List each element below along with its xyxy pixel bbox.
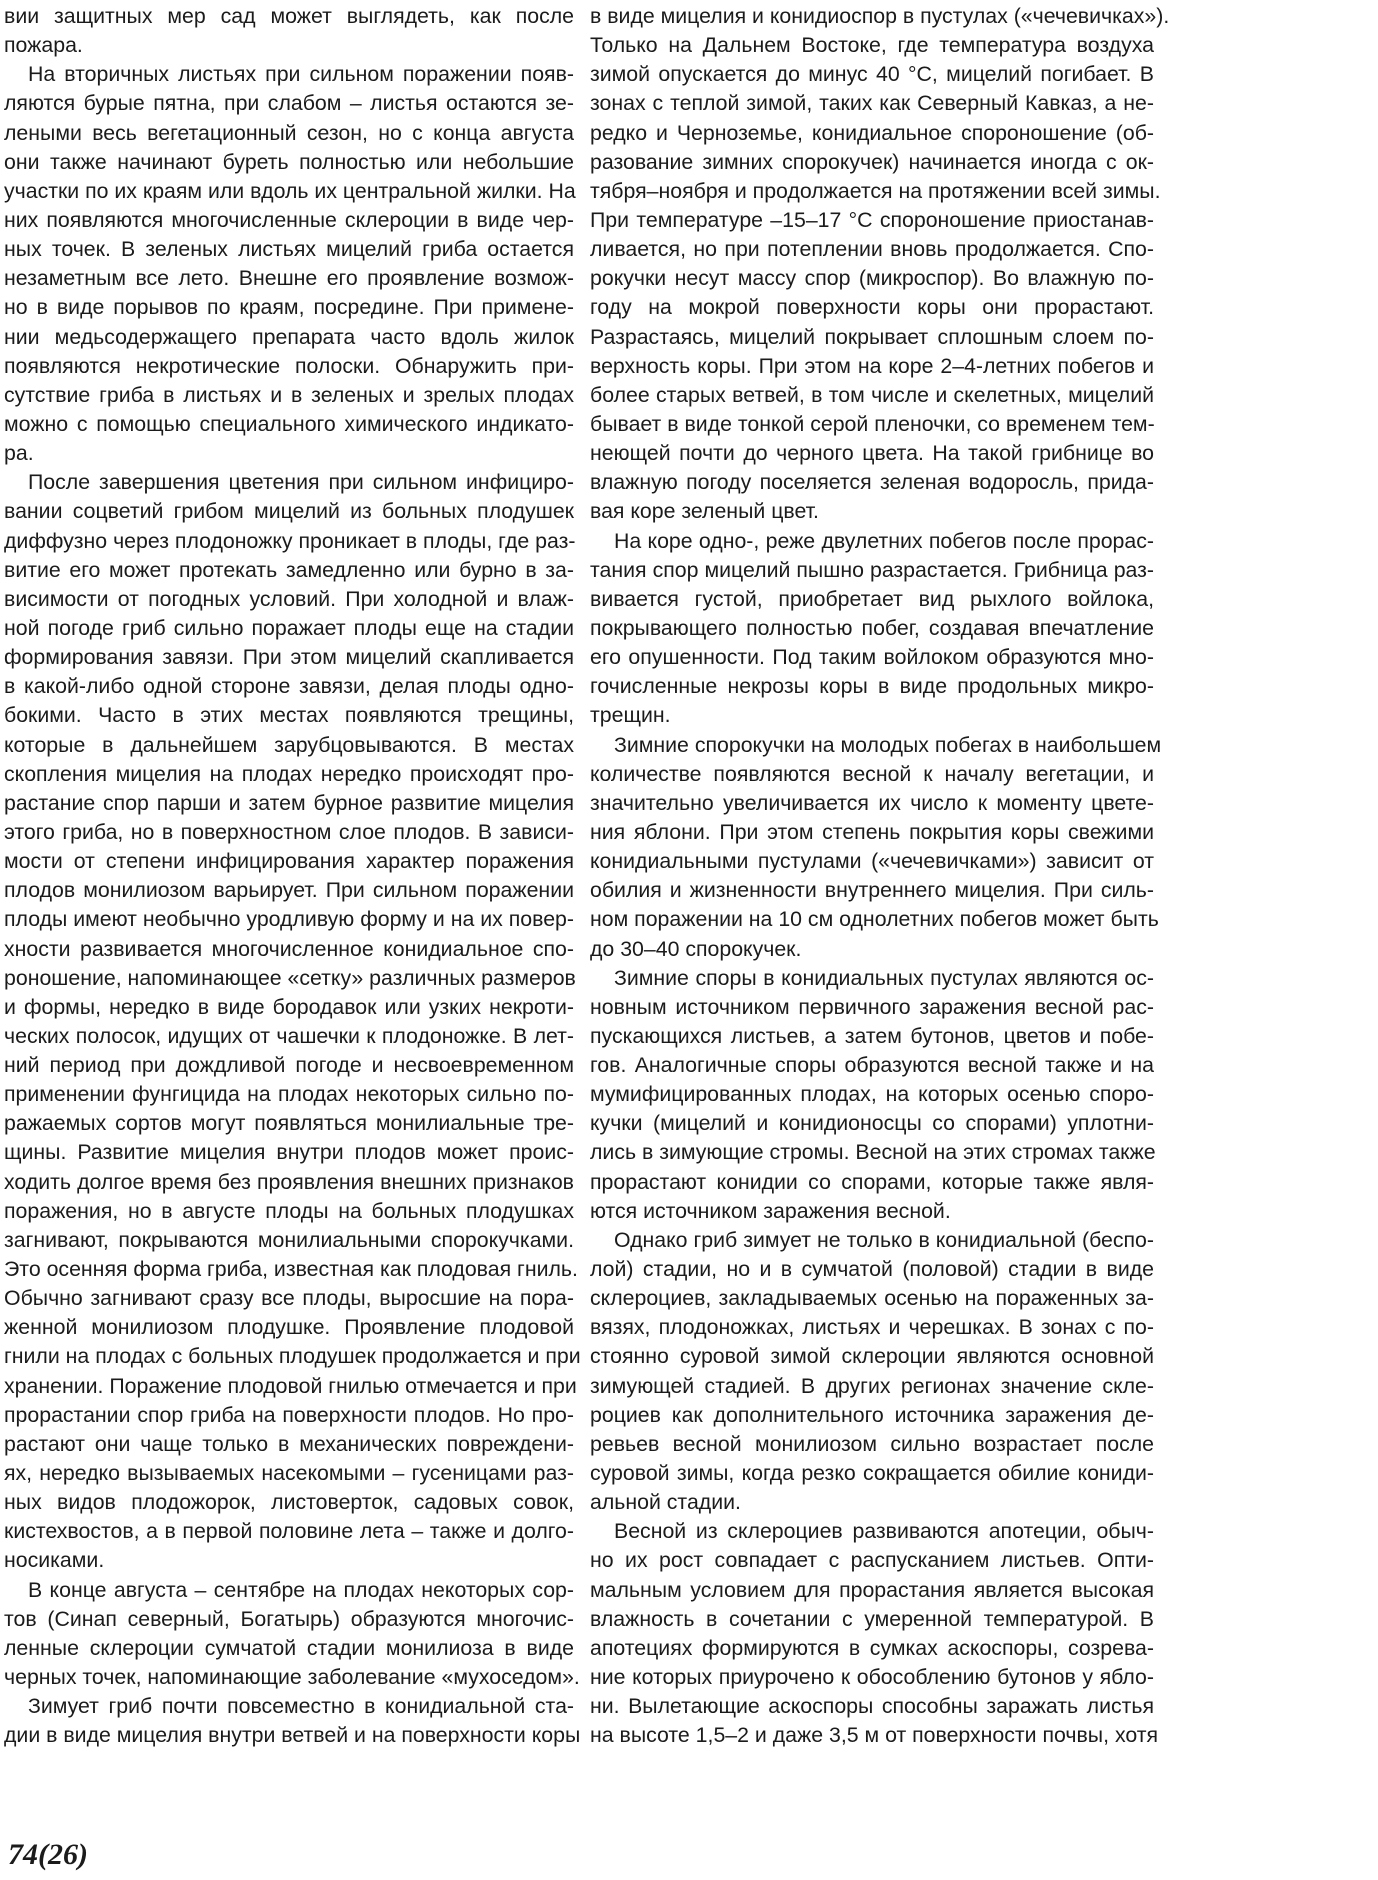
text-line: зимующей стадией. В других регионах значение скле- xyxy=(590,1373,1154,1398)
text-line: стоянно суровой зимой склероции являются основной xyxy=(590,1344,1154,1369)
text-line: ра. xyxy=(4,441,34,466)
text-line: незаметным все лето. Внешне его проявление возмож- xyxy=(4,266,574,291)
text-line: в виде мицелия и конидиоспор в пустулах («чечевичках»). xyxy=(590,4,1170,28)
text-line: до 30–40 спорокучек. xyxy=(590,936,802,961)
text-line: рокучки несут массу спор (микроспор). Во влажную по- xyxy=(590,266,1154,291)
text-line: дии в виде мицелия внутри ветвей и на поверхности коры xyxy=(4,1723,581,1748)
text-line: более старых ветвей, в том числе и скелетных, мицелий xyxy=(590,382,1154,407)
text-line: В конце августа – сентябре на плодах некоторых сор- xyxy=(28,1577,574,1602)
text-line: верхность коры. При этом на коре 2–4-летних побегов и xyxy=(590,353,1154,378)
text-line: апотециях формируются в сумках аскоспоры, созрева- xyxy=(590,1635,1154,1660)
text-line: ходить долгое время без проявления внешних признаков xyxy=(4,1169,574,1194)
text-line: висимости от погодных условий. При холодной и влаж- xyxy=(4,586,574,611)
text-line: поражения, но в августе плоды на больных плодушках xyxy=(4,1198,574,1223)
text-line: появляются некротические полоски. Обнаружить при- xyxy=(4,353,574,378)
text-line: черных точек, напоминающие заболевание «мухоседом». xyxy=(4,1665,580,1690)
text-line: лись в зимующие стромы. Весной на этих стромах также xyxy=(590,1140,1156,1165)
text-line: лой) стадии, но и в сумчатой (половой) стадии в виде xyxy=(590,1257,1154,1282)
text-line: тов (Синап северный, Богатырь) образуются многочис- xyxy=(4,1606,574,1631)
text-line: ревьев весной монилиозом сильно возрастает после xyxy=(590,1431,1154,1456)
text-line: и формы, нередко в виде бородавок или узких некроти- xyxy=(4,994,574,1019)
text-line: тания спор мицелий пышно разрастается. Грибница раз- xyxy=(590,557,1154,582)
text-line: вии защитных мер сад может выглядеть, как после xyxy=(4,4,574,28)
text-line: неющей почти до черного цвета. На такой грибнице во xyxy=(590,441,1154,466)
text-line: новным источником первичного заражения весной рас- xyxy=(590,994,1154,1019)
text-line: гов. Аналогичные споры образуются весной также и на xyxy=(590,1053,1154,1078)
text-line: мумифицированных плодах, на которых осенью споро- xyxy=(590,1082,1154,1107)
text-line: После завершения цветения при сильном инфициро- xyxy=(28,470,574,495)
text-line: кучки (мицелий и конидионосцы со спорами) уплотни- xyxy=(590,1111,1154,1136)
text-line: ляются бурые пятна, при слабом – листья остаются зе- xyxy=(4,91,574,116)
text-line: гочисленные некрозы коры в виде продольных микро- xyxy=(590,674,1154,699)
text-line: растают они чаще только в механических повреждени- xyxy=(4,1431,574,1456)
text-line: них появляются многочисленные склероции в виде чер- xyxy=(4,207,574,232)
text-line: в какой-либо одной стороне завязи, делая плоды одно- xyxy=(4,674,574,699)
text-line: ном поражении на 10 см однолетних побегов может быть xyxy=(590,907,1159,932)
text-line: его опушенности. Под таким войлоком образуются мно- xyxy=(590,645,1154,670)
text-line: На вторичных листьях при сильном поражении появ- xyxy=(28,62,574,87)
text-line: хранении. Поражение плодовой гнилью отмечается и при xyxy=(4,1373,577,1398)
text-line: хности развивается многочисленное конидиальное спо- xyxy=(4,936,574,961)
text-line: кистехвостов, а в первой половине лета – также и долго- xyxy=(4,1519,574,1544)
text-line: ленные склероции сумчатой стадии монилиоза в виде xyxy=(4,1635,574,1660)
text-line: ной погоде гриб сильно поражает плоды еще на стадии xyxy=(4,615,574,640)
text-line: ях, нередко вызываемых насекомыми – гусеницами раз- xyxy=(4,1461,574,1486)
text-line: вая коре зеленый цвет. xyxy=(590,499,819,524)
text-line: влажность в сочетании с умеренной температурой. В xyxy=(590,1606,1154,1631)
text-line: участки по их краям или вдоль их центральной жилки. На xyxy=(4,178,576,203)
text-column-right xyxy=(590,2,1170,1750)
text-line: плоды имеют необычно уродливую форму и на их повер- xyxy=(4,907,574,932)
text-line: разование зимних спорокучек) начинается иногда с ок- xyxy=(590,149,1154,174)
text-line: сутствие гриба в листьях и в зеленых и зрелых плодах xyxy=(4,382,574,407)
text-line: плодов монилиозом варьирует. При сильном поражении xyxy=(4,878,574,903)
text-line: покрывающего полностью побег, создавая впечатление xyxy=(590,615,1154,640)
text-line: ческих полосок, идущих от чашечки к плодоножке. В лет- xyxy=(4,1023,574,1048)
text-line: ных точек. В зеленых листьях мицелий гриба остается xyxy=(4,237,574,262)
text-line: мости от степени инфицирования характер поражения xyxy=(4,849,574,874)
text-line: но в виде порывов по краям, посредине. При примене- xyxy=(4,295,574,320)
text-line: но их рост совпадает с распусканием листьев. Опти- xyxy=(590,1548,1154,1573)
text-line: прорастании спор гриба на поверхности плодов. Но про- xyxy=(4,1402,574,1427)
text-line: альной стадии. xyxy=(590,1490,741,1515)
text-line: Разрастаясь, мицелий покрывает сплошным слоем по- xyxy=(590,324,1154,349)
text-line: нии медьсодержащего препарата часто вдоль жилок xyxy=(4,324,574,349)
text-line: конидиальными пустулами («чечевичками») зависит от xyxy=(590,849,1154,874)
text-line: зонах с теплой зимой, таких как Северный Кавказ, а не- xyxy=(590,91,1154,116)
text-line: году на мокрой поверхности коры они прорастают. xyxy=(590,295,1154,320)
text-line: ются источником заражения весной. xyxy=(590,1198,951,1223)
text-line: суровой зимы, когда резко сокращается обилие кониди- xyxy=(590,1461,1154,1486)
text-line: значительно увеличивается их число к моменту цвете- xyxy=(590,790,1154,815)
text-line: ния яблони. При этом степень покрытия коры свежими xyxy=(590,819,1154,844)
text-line: роношение, напоминающее «сетку» различных размеров xyxy=(4,965,576,990)
text-line: Это осенняя форма гриба, известная как плодовая гниль. xyxy=(4,1257,578,1282)
text-line: На коре одно-, реже двулетних побегов после прорас- xyxy=(614,528,1154,553)
text-line: Зимние споры в конидиальных пустулах являются ос- xyxy=(614,965,1154,990)
text-line: ни. Вылетающие аскоспоры способны заражать листья xyxy=(590,1694,1154,1719)
text-line: количестве появляются весной к началу вегетации, и xyxy=(590,761,1154,786)
text-line: применении фунгицида на плодах некоторых сильно по- xyxy=(4,1082,574,1107)
text-line: Весной из склероциев развиваются апотеции, обыч- xyxy=(614,1519,1154,1544)
text-line: роциев как дополнительного источника заражения де- xyxy=(590,1402,1154,1427)
text-line: леными весь вегетационный сезон, но с конца августа xyxy=(4,120,574,145)
text-line: бывает в виде тонкой серой пленочки, со временем тем- xyxy=(590,411,1155,436)
text-line: ливается, но при потеплении вновь продолжается. Спо- xyxy=(590,237,1154,262)
text-line: зимой опускается до минус 40 °С, мицелий погибает. В xyxy=(590,62,1154,87)
text-line: Зимние спорокучки на молодых побегах в наибольшем xyxy=(614,732,1162,757)
text-line: склероциев, закладываемых осенью на пораженных за- xyxy=(590,1286,1154,1311)
text-line: бокими. Часто в этих местах появляются трещины, xyxy=(4,703,574,728)
text-line: щины. Развитие мицелия внутри плодов может проис- xyxy=(4,1140,574,1165)
text-line: вивается густой, приобретает вид рыхлого войлока, xyxy=(590,586,1154,611)
text-line: вязях, плодоножках, листьях и черешках. В зонах с по- xyxy=(590,1315,1154,1340)
text-line: пускающихся листьев, а затем бутонов, цветов и побе- xyxy=(590,1023,1154,1048)
text-line: на высоте 1,5–2 и даже 3,5 м от поверхности почвы, хотя xyxy=(590,1723,1159,1748)
text-line: пожара. xyxy=(4,33,83,58)
text-line: ние которых приурочено к обособлению бутонов у ябло- xyxy=(590,1665,1154,1690)
text-line: гнили на плодах с больных плодушек продолжается и при xyxy=(4,1344,581,1369)
text-line: влажную погоду поселяется зеленая водоросль, прида- xyxy=(590,470,1154,495)
text-line: Однако гриб зимует не только в конидиальной (беспо- xyxy=(614,1227,1154,1252)
text-line: При температуре –15–17 °С спороношение приостанав- xyxy=(590,207,1154,232)
text-line: вании соцветий грибом мицелий из больных плодушек xyxy=(4,499,574,524)
text-line: скопления мицелия на плодах нередко происходят про- xyxy=(4,761,574,786)
text-line: которые в дальнейшем зарубцовываются. В местах xyxy=(4,732,574,757)
text-line: трещин. xyxy=(590,703,671,728)
text-line: редко и Черноземье, конидиальное спороношение (об- xyxy=(590,120,1154,145)
text-line: Только на Дальнем Востоке, где температура воздуха xyxy=(590,33,1154,58)
text-line: ных видов плодожорок, листоверток, садовых совок, xyxy=(4,1490,574,1515)
text-line: Обычно загнивают сразу все плоды, выросшие на пора- xyxy=(4,1286,574,1311)
text-line: загнивают, покрываются монилиальными спорокучками. xyxy=(4,1227,574,1252)
text-line: диффузно через плодоножку проникает в плоды, где раз- xyxy=(4,528,576,553)
text-line: можно с помощью специального химического индикато- xyxy=(4,411,574,436)
text-line: прорастают конидии со спорами, которые также явля- xyxy=(590,1169,1154,1194)
text-line: ний период при дождливой погоде и несвоевременном xyxy=(4,1053,574,1078)
text-line: мальным условием для прорастания является высокая xyxy=(590,1577,1154,1602)
text-line: витие его может протекать замедленно или бурно в за- xyxy=(4,557,574,582)
text-line: Зимует гриб почти повсеместно в конидиальной ста- xyxy=(28,1694,574,1719)
text-line: обилия и жизненности внутреннего мицелия. При силь- xyxy=(590,878,1154,903)
page-number: 74(26) xyxy=(8,1838,88,1871)
text-line: тября–ноября и продолжается на протяжении всей зимы. xyxy=(590,178,1161,203)
text-line: растание спор парши и затем бурное развитие мицелия xyxy=(4,790,574,815)
text-line: они также начинают буреть полностью или небольшие xyxy=(4,149,574,174)
text-line: ражаемых сортов могут появляться монилиальные тре- xyxy=(4,1111,574,1136)
text-line: формирования завязи. При этом мицелий скапливается xyxy=(4,645,574,670)
text-line: женной монилиозом плодушке. Проявление плодовой xyxy=(4,1315,574,1340)
text-line: этого гриба, но в поверхностном слое плодов. В зависи- xyxy=(4,819,574,844)
text-line: носиками. xyxy=(4,1548,105,1573)
text-column-left xyxy=(4,2,581,1750)
